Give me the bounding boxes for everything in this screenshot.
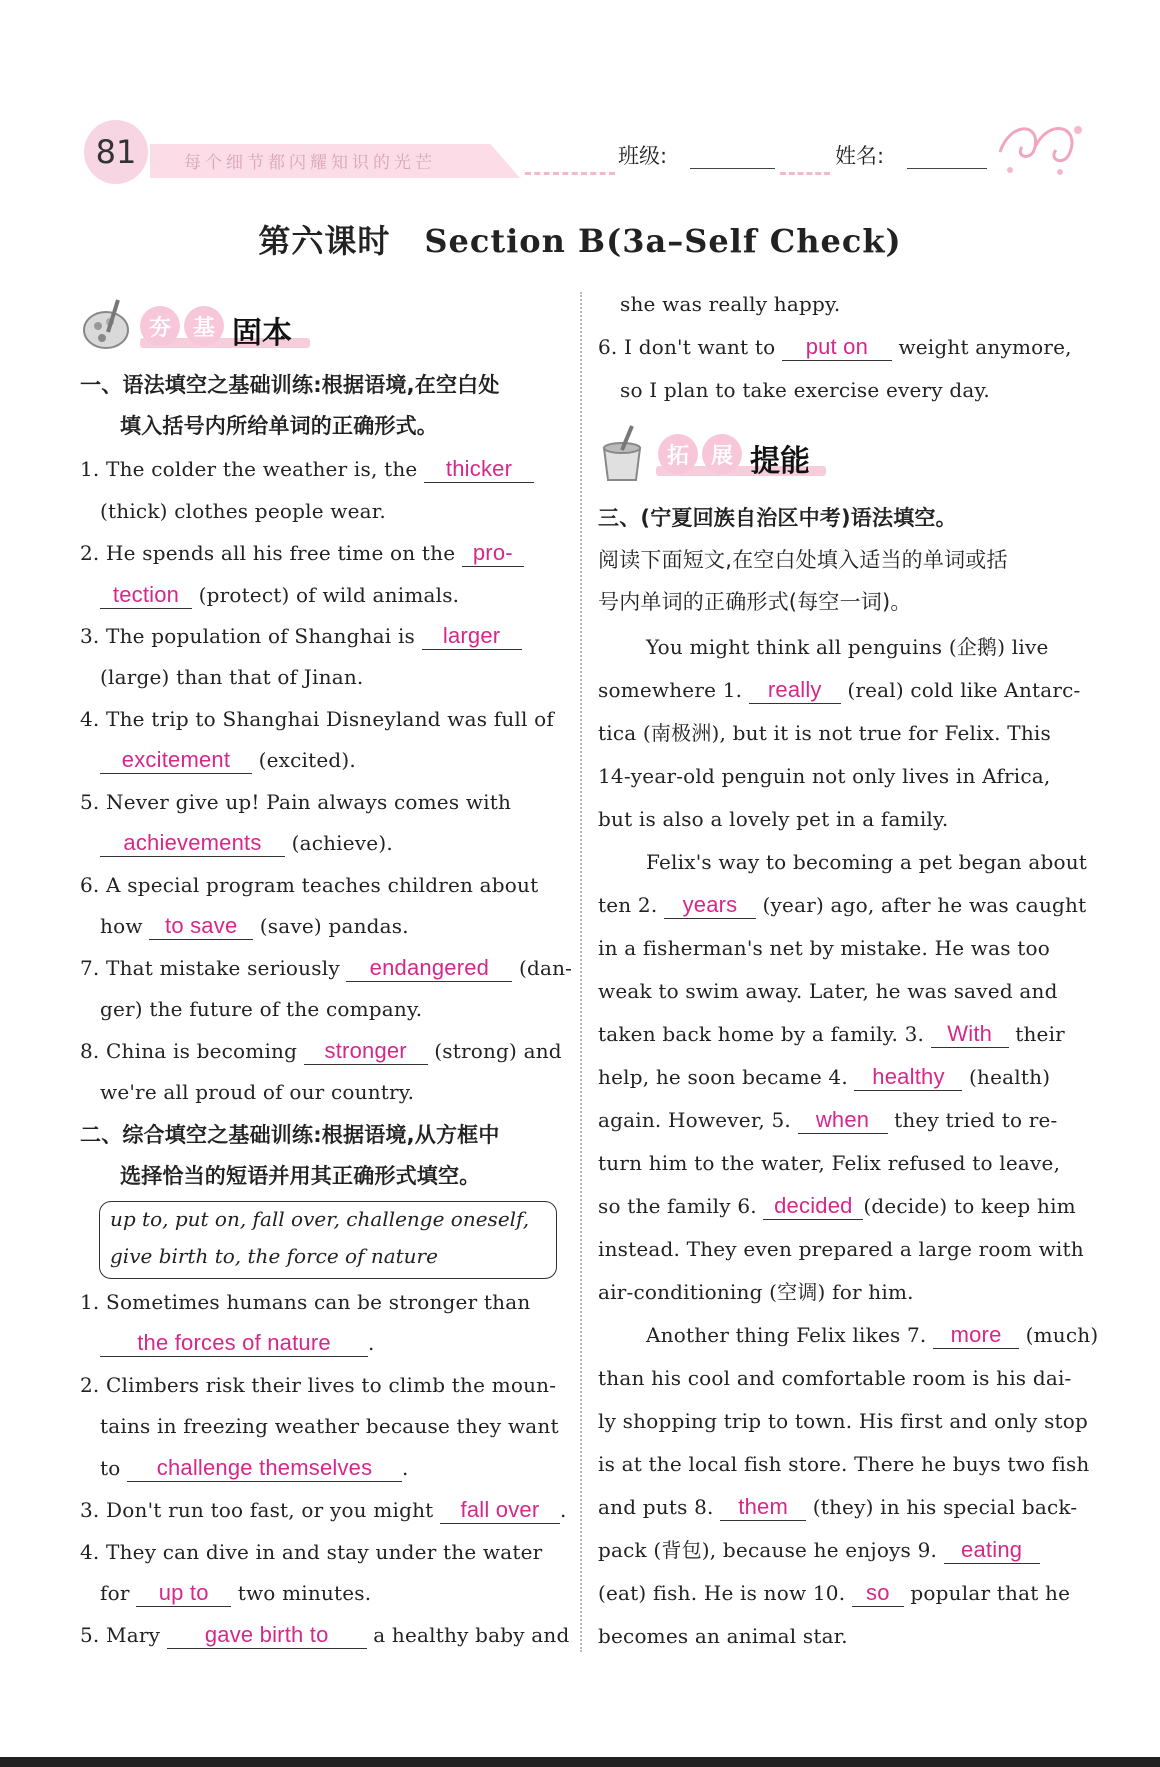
class-blank (690, 168, 775, 169)
column-divider (580, 292, 582, 1652)
passage-line: help, he soon became 4. healthy (health) (598, 1064, 1051, 1089)
question-line: 5. Never give up! Pain always comes with (80, 790, 512, 814)
question-line: 8. China is becoming stronger (strong) and (80, 1038, 562, 1063)
answer-blank: decided (763, 1193, 863, 1220)
header-dash (525, 172, 615, 175)
question-line: 6. A special program teaches children about (80, 873, 539, 897)
passage-line: 14-year-old penguin not only lives in Africa, (598, 764, 1051, 788)
question-line: achievements (achieve). (100, 828, 393, 858)
answer-blank: larger (422, 623, 522, 650)
question-line: 1. Sometimes humans can be stronger than (80, 1290, 531, 1314)
question-line: 2. Climbers risk their lives to climb the moun- (80, 1373, 557, 1397)
answer-blank: thicker (424, 456, 534, 483)
question-line: 5. Mary gave birth to a healthy baby and (80, 1622, 570, 1647)
passage-line: pack (背包), because he enjoys 9. eating (598, 1535, 1040, 1565)
phrase-box (99, 1201, 557, 1279)
part1-heading: 一、语法填空之基础训练:根据语境,在空白处 (80, 373, 500, 397)
passage-line: (eat) fish. He is now 10. so popular that he (598, 1580, 1071, 1605)
page-number: 81 (84, 120, 148, 184)
question-line: 7. That mistake seriously endangered (dan- (80, 955, 573, 980)
answer-blank: With (931, 1021, 1009, 1048)
question-line: 2. He spends all his free time on the pro- (80, 538, 524, 568)
answer-blank: stronger (304, 1038, 428, 1065)
section-basic (80, 296, 320, 356)
section-bubble: 夯 (140, 306, 180, 346)
passage-line: You might think all penguins (企鹅) live (646, 635, 1049, 659)
passage-line: weak to swim away. Later, he was saved and (598, 979, 1058, 1003)
passage-line: and puts 8. them (they) in his special back- (598, 1494, 1078, 1519)
answer-blank: to save (149, 913, 253, 940)
title-chinese: 第六课时 (258, 222, 391, 260)
question-line: 6. I don't want to put on weight anymore, (598, 334, 1072, 359)
answer-blank: healthy (854, 1064, 962, 1091)
flourish-ornament-icon (990, 112, 1090, 182)
section-bubble: 展 (702, 434, 742, 474)
section-bubble: 拓 (658, 434, 698, 474)
question-line: 4. They can dive in and stay under the water (80, 1540, 543, 1564)
section-extend (596, 424, 836, 484)
passage-line: but is also a lovely pet in a family. (598, 807, 949, 831)
part3-instruction: 阅读下面短文,在空白处填入适当的单词或括 (598, 548, 1008, 572)
answer-blank: when (798, 1107, 888, 1134)
question-line: how to save (save) pandas. (100, 913, 409, 938)
paint-bucket-brush-icon (596, 424, 652, 484)
title-english: Section B(3a–Self Check) (424, 222, 902, 260)
class-label: 班级: (618, 144, 668, 168)
answer-blank: gave birth to (167, 1622, 367, 1649)
question-line: 4. The trip to Shanghai Disneyland was full of (80, 707, 555, 731)
passage-line: air-conditioning (空调) for him. (598, 1280, 914, 1304)
part2-heading: 选择恰当的短语并用其正确形式填空。 (120, 1164, 481, 1188)
answer-blank: more (933, 1322, 1019, 1349)
answer-blank: up to (136, 1580, 231, 1607)
phrase-box-line: up to, put on, fall over, challenge oneself, (110, 1207, 530, 1231)
header-dash (780, 172, 830, 175)
answer-blank: endangered (346, 955, 512, 982)
question-line: we're all proud of our country. (100, 1080, 415, 1104)
passage-line: so the family 6. decided (decide) to keep him (598, 1193, 1076, 1218)
part3-instruction: 号内单词的正确形式(每空一词)。 (598, 590, 912, 614)
bottom-edge-bar (0, 1757, 1160, 1767)
passage-line: is at the local fish store. There he buys two fish (598, 1452, 1090, 1476)
passage-line: ten 2. years (year) ago, after he was caught (598, 892, 1087, 917)
passage-line: Felix's way to becoming a pet began about (646, 850, 1088, 874)
header-slogan: 每个细节都闪耀知识的光芒 (184, 153, 436, 173)
question-line: ger) the future of the company. (100, 997, 423, 1021)
answer-blank: really (749, 677, 841, 704)
section-label: 固本 (232, 316, 292, 351)
page-header (0, 110, 1160, 190)
question-line: tection (protect) of wild animals. (100, 580, 459, 610)
section-bubble: 基 (184, 306, 224, 346)
question-line: for up to two minutes. (100, 1580, 372, 1605)
question-line: 3. Don't run too fast, or you might fall over . (80, 1497, 567, 1522)
question-line: 3. The population of Shanghai is larger (80, 621, 522, 651)
question-line: so I plan to take exercise every day. (620, 378, 990, 402)
passage-line: somewhere 1. really (real) cold like Antarc- (598, 677, 1081, 702)
name-label: 姓名: (835, 144, 885, 168)
answer-blank: challenge themselves (127, 1455, 402, 1482)
passage-line: taken back home by a family. 3. With their (598, 1021, 1065, 1046)
section-label: 提能 (750, 444, 810, 479)
passage-line: becomes an animal star. (598, 1624, 848, 1648)
passage-line: Another thing Felix likes 7. more (much) (646, 1322, 1099, 1347)
answer-blank: years (664, 892, 756, 919)
answer-blank: the forces of nature (100, 1330, 368, 1357)
passage-line: tica (南极洲), but it is not true for Felix. This (598, 721, 1051, 745)
answer-blank: excitement (100, 747, 252, 774)
answer-blank: fall over (440, 1497, 560, 1524)
part2-heading: 二、综合填空之基础训练:根据语境,从方框中 (80, 1123, 500, 1147)
name-blank (907, 168, 987, 169)
passage-line: in a fisherman's net by mistake. He was too (598, 936, 1050, 960)
question-line: she was really happy. (620, 292, 841, 316)
passage-line: instead. They even prepared a large room with (598, 1237, 1084, 1261)
question-line: (thick) clothes people wear. (100, 499, 386, 523)
answer-blank: so (852, 1580, 904, 1607)
part1-heading: 填入括号内所给单词的正确形式。 (120, 414, 438, 438)
question-line: to challenge themselves . (100, 1455, 409, 1480)
page-title (0, 216, 1160, 262)
answer-blank: put on (782, 334, 892, 361)
answer-blank: pro- (462, 540, 524, 567)
palette-brush-icon (80, 296, 136, 352)
answer-blank: tection (100, 582, 192, 609)
phrase-box-line: give birth to, the force of nature (110, 1244, 438, 1268)
passage-line: again. However, 5. when they tried to re- (598, 1107, 1058, 1132)
answer-blank: them (720, 1494, 806, 1521)
passage-line: ly shopping trip to town. His first and only stop (598, 1409, 1089, 1433)
passage-line: than his cool and comfortable room is his dai- (598, 1366, 1072, 1390)
answer-blank: achievements (100, 830, 285, 857)
answer-blank: eating (944, 1537, 1040, 1564)
question-line: tains in freezing weather because they want (100, 1414, 559, 1438)
question-line: 1. The colder the weather is, the thicker (80, 454, 534, 484)
passage-line: turn him to the water, Felix refused to leave, (598, 1151, 1061, 1175)
part3-heading: 三、(宁夏回族自治区中考)语法填空。 (598, 506, 957, 530)
question-line: (large) than that of Jinan. (100, 665, 364, 689)
question-line: the forces of nature . (100, 1328, 375, 1358)
question-line: excitement (excited). (100, 745, 356, 775)
